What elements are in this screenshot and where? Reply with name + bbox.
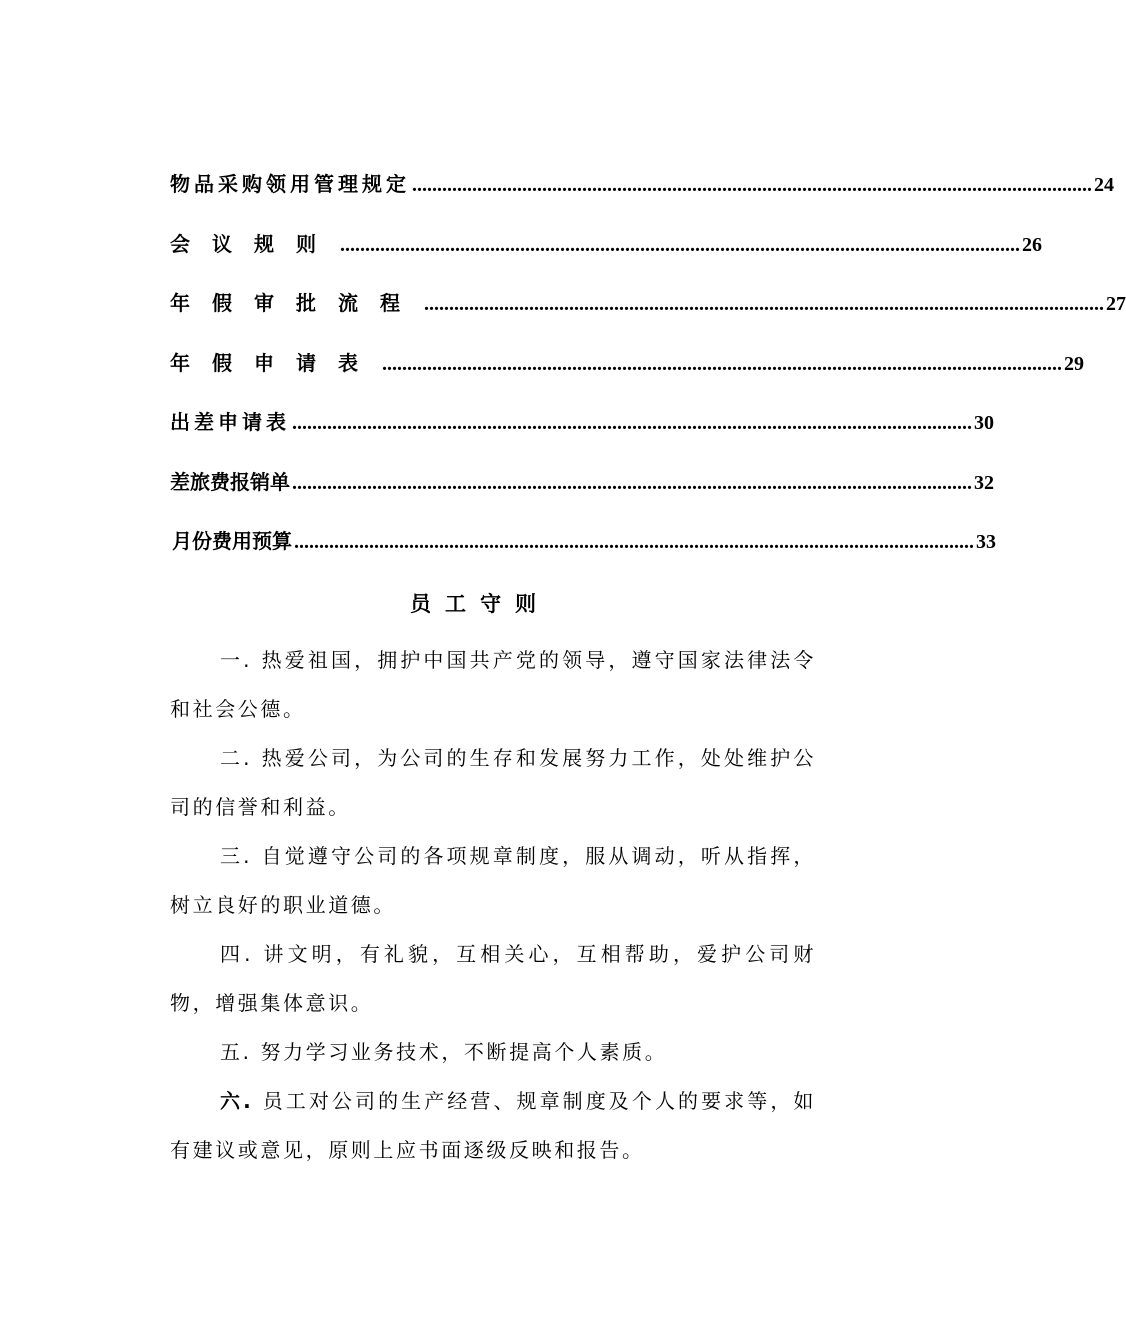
- rule-separator: [252, 1040, 261, 1064]
- rule-text: 员工对公司的生产经营、规章制度及个人的要求等，如有建议或意见，原则上应书面逐级反映和报告。: [170, 1089, 816, 1162]
- toc-entry-title: 年假申请表: [170, 350, 380, 375]
- rule-text: 热爱祖国，拥护中国共产党的领导，遵守国家法律法令和社会公德。: [170, 648, 816, 721]
- rule-number: 五.: [220, 1040, 252, 1064]
- rule-number: 六.: [220, 1089, 254, 1113]
- toc-page-number: 27: [1106, 293, 1126, 315]
- table-of-contents: [170, 168, 1126, 585]
- toc-entry-title: 物品采购领用管理规定: [170, 172, 410, 196]
- rule-separator: [253, 1089, 262, 1113]
- toc-dot-leader: ........................................................................................................................................: [340, 233, 1020, 256]
- rule-paragraph: [170, 930, 816, 1028]
- toc-dot-leader: ........................................................................................................................................: [412, 174, 1092, 196]
- toc-dot-leader: ........................................................................................................................................: [424, 293, 1104, 315]
- rule-paragraph: [170, 636, 816, 734]
- toc-dot-leader: ........................................................................................................................................: [294, 531, 974, 553]
- toc-entry[interactable]: [170, 168, 1114, 228]
- toc-entry[interactable]: [170, 525, 996, 585]
- rule-separator: [252, 746, 261, 770]
- section-heading: 员工守则: [410, 592, 550, 616]
- toc-page-number: 26: [1022, 233, 1042, 256]
- toc-entry-title: 年假审批流程: [170, 291, 422, 315]
- rule-paragraph: [170, 1028, 816, 1077]
- rule-number: 二.: [220, 746, 253, 770]
- toc-entry-title: 差旅费报销单: [170, 469, 290, 494]
- toc-page-number: 30: [974, 412, 994, 434]
- rule-number: 三.: [220, 844, 253, 868]
- toc-entry[interactable]: [170, 466, 994, 526]
- toc-entry-title: 会议规则: [170, 231, 338, 256]
- toc-entry[interactable]: [170, 347, 1084, 407]
- rule-separator: [252, 844, 261, 868]
- toc-entry-title: 出差申请表: [170, 410, 290, 434]
- rule-paragraph: [170, 832, 816, 930]
- rule-text: 自觉遵守公司的各项规章制度，服从调动，听从指挥，树立良好的职业道德。: [170, 844, 816, 917]
- toc-entry[interactable]: [170, 287, 1126, 347]
- toc-entry[interactable]: [170, 228, 1042, 288]
- rule-paragraph: [170, 734, 816, 832]
- toc-dot-leader: ........................................................................................................................................: [382, 352, 1062, 375]
- toc-page-number: 29: [1064, 352, 1084, 375]
- toc-page-number: 24: [1094, 174, 1114, 196]
- rule-text: 努力学习业务技术，不断提高个人素质。: [260, 1040, 668, 1064]
- rule-text: 热爱公司，为公司的生存和发展努力工作，处处维护公司的信誉和利益。: [170, 746, 816, 819]
- toc-page-number: 32: [974, 471, 994, 494]
- rule-separator: [253, 942, 263, 966]
- employee-rules: [170, 636, 816, 1175]
- toc-dot-leader: ........................................................................................................................................: [292, 471, 972, 494]
- toc-dot-leader: ........................................................................................................................................: [292, 412, 972, 434]
- toc-entry-title: 月份费用预算: [172, 529, 292, 553]
- rule-text: 讲文明，有礼貌，互相关心，互相帮助，爱护公司财物，增强集体意识。: [170, 942, 816, 1015]
- toc-entry[interactable]: [170, 406, 994, 466]
- rule-number: 一.: [220, 648, 253, 672]
- toc-page-number: 33: [976, 531, 996, 553]
- rule-number: 四.: [220, 942, 254, 966]
- rule-separator: [252, 648, 261, 672]
- rule-paragraph: [170, 1077, 816, 1175]
